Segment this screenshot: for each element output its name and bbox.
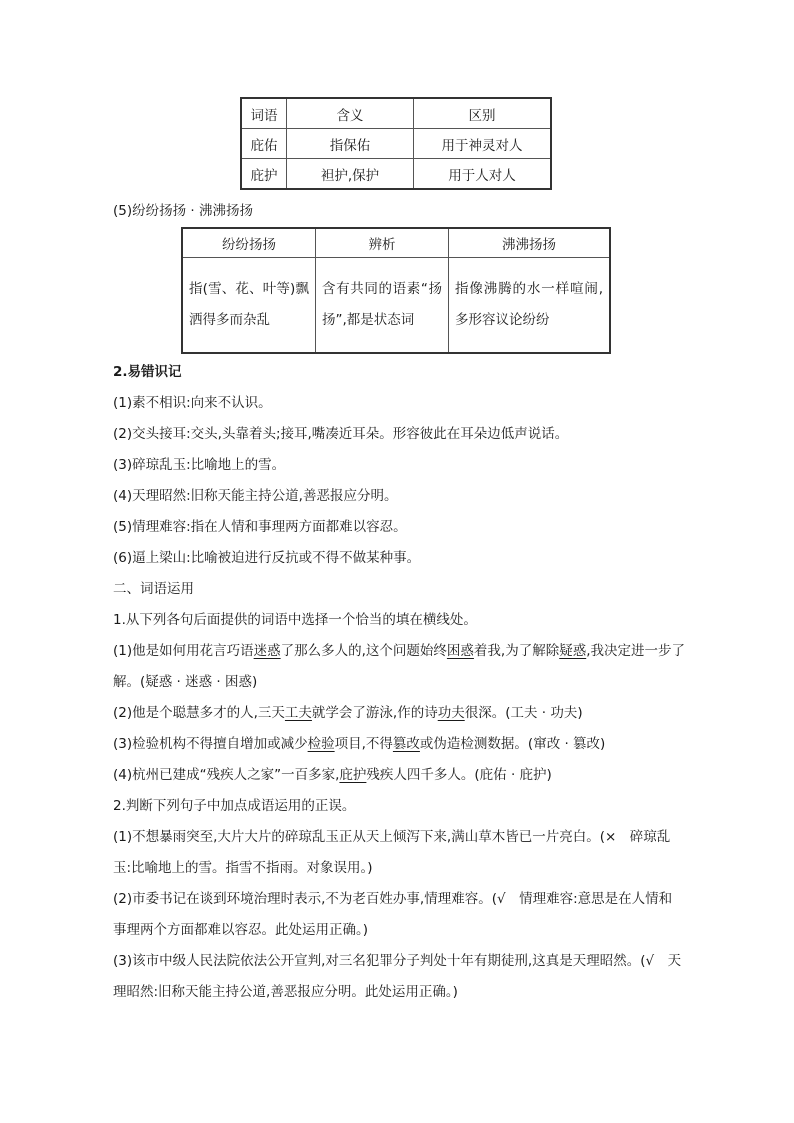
list-item: (2)交头接耳:交头,头靠着头;接耳,嘴凑近耳朵。形容彼此在耳朵边低声说话。 xyxy=(113,426,569,442)
table-header-row xyxy=(241,98,551,129)
list-item: (3)碎琼乱玉:比喻地上的雪。 xyxy=(113,457,286,473)
table-row xyxy=(241,159,551,190)
sentence-text: (3)检验机构不得擅自增加或减少 xyxy=(113,736,308,752)
word-comparison-table-2 xyxy=(181,227,611,354)
table-cell: 袒护,保护 xyxy=(287,159,414,190)
section-heading-easy-error: 2.易错识记 xyxy=(113,364,182,380)
table-header-cell: 辨析 xyxy=(316,228,449,258)
table-header-cell: 纷纷扬扬 xyxy=(182,228,316,258)
table-header-cell: 词语 xyxy=(241,98,287,129)
question-1-title: 1.从下列各句后面提供的词语中选择一个恰当的填在横线处。 xyxy=(113,612,477,628)
sentence-text: 了那么多人的,这个问题始终 xyxy=(280,643,447,659)
sentence-text: 项目,不得 xyxy=(334,736,393,752)
sentence-text: (2)他是个聪慧多才的人,三天 xyxy=(113,705,285,721)
item-5-title: (5)纷纷扬扬 · 沸沸扬扬 xyxy=(113,203,253,219)
sentence-text: 就学会了游泳,作的诗 xyxy=(311,705,438,721)
sentence-text: 或伪造检测数据。(窜改 · 篡改) xyxy=(419,736,606,752)
table-header-cell: 沸沸扬扬 xyxy=(449,228,611,258)
question-2-title: 2.判断下列句子中加点成语运用的正误。 xyxy=(113,798,356,814)
question-1-sentence-2 xyxy=(113,703,685,723)
answer-word: 篡改 xyxy=(392,736,420,752)
question-2-item: (1)不想暴雨突至,大片大片的碎琼乱玉正从天上倾泻下来,满山草木皆已一片亮白。(× 碎琼乱玉:比喻地上的雪。指雪不指雨。对象误用。) xyxy=(113,829,671,876)
table-cell: 用于人对人 xyxy=(414,159,552,190)
list-item: (5)情理难容:指在人情和事理两方面都难以容忍。 xyxy=(113,519,407,535)
list-item: (1)素不相识:向来不认识。 xyxy=(113,395,272,411)
sentence-text: (4)杭州已建成“残疾人之家”一百多家, xyxy=(113,767,340,783)
table-header-row xyxy=(182,228,610,258)
table-header-cell: 区别 xyxy=(414,98,552,129)
question-2-item: (3)该市中级人民法院依法公开宣判,对三名犯罪分子判处十年有期徒刑,这真是天理昭然。(√ 天理昭然:旧称天能主持公道,善恶报应分明。此处运用正确。) xyxy=(113,953,682,1000)
table-cell: 指保佑 xyxy=(287,129,414,159)
sentence-text: 很深。(工夫 · 功夫) xyxy=(464,705,583,721)
question-2-item: (2)市委书记在谈到环境治理时表示,不为老百姓办事,情理难容。(√ 情理难容:意思是在人情和事理两个方面都难以容忍。此处运用正确。) xyxy=(113,891,673,938)
sentence-text: 残疾人四千多人。(庇佑 · 庇护) xyxy=(366,767,552,783)
table-cell: 指(雪、花、叶等)飘洒得多而杂乱 xyxy=(182,258,316,354)
answer-word: 疑惑 xyxy=(559,643,587,659)
answer-word: 功夫 xyxy=(437,705,465,721)
answer-word: 迷惑 xyxy=(253,643,281,659)
list-item: (4)天理昭然:旧称天能主持公道,善恶报应分明。 xyxy=(113,488,398,504)
sentence-text: ,我决定进一步了解。(疑惑 · 迷惑 · 困惑) xyxy=(113,643,686,690)
table-cell: 庇护 xyxy=(241,159,287,190)
word-comparison-table-1 xyxy=(240,97,552,190)
table-row xyxy=(241,129,551,159)
list-item: (6)逼上梁山:比喻被迫进行反抗或不得不做某种事。 xyxy=(113,550,421,566)
table-header-cell: 含义 xyxy=(287,98,414,129)
sentence-text: (1)他是如何用花言巧语 xyxy=(113,643,254,659)
question-1-sentence-3 xyxy=(113,734,685,754)
answer-word: 庇护 xyxy=(339,767,367,783)
answer-word: 困惑 xyxy=(446,643,474,659)
question-1-sentence-1 xyxy=(113,636,685,698)
section-heading-word-usage: 二、词语运用 xyxy=(113,581,194,597)
table-cell: 含有共同的语素“扬扬”,都是状态词 xyxy=(316,258,449,354)
answer-word: 检验 xyxy=(307,736,335,752)
table-row xyxy=(182,258,610,354)
answer-word: 工夫 xyxy=(284,705,312,721)
table-cell: 庇佑 xyxy=(241,129,287,159)
table-cell: 指像沸腾的水一样喧闹,多形容议论纷纷 xyxy=(449,258,611,354)
sentence-text: 着我,为了解除 xyxy=(473,643,560,659)
question-1-sentence-4 xyxy=(113,765,685,785)
table-cell: 用于神灵对人 xyxy=(414,129,552,159)
